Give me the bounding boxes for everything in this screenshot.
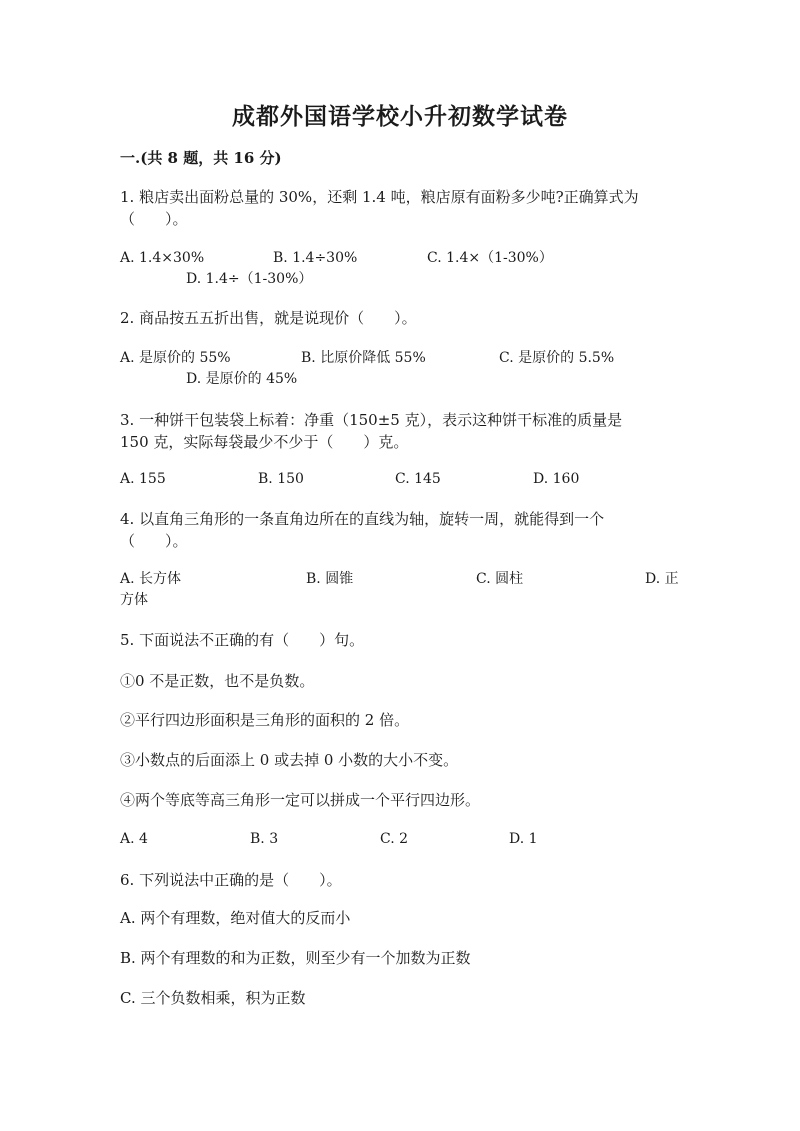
question-1-stem-line-2: （ ）。 [120,210,188,228]
question-5-option-a: A. 4 [120,831,148,847]
question-5-stem: 5. 下面说法不正确的有（ ）句。 [120,631,365,649]
question-1-option-c: C. 1.4×（1-30%） [427,250,553,266]
question-6-option-c: C. 三个负数相乘，积为正数 [120,989,306,1007]
question-3-option-c: C. 145 [395,471,441,487]
question-4-option-d-line-1: D. 正 [645,571,679,587]
question-6-stem: 6. 下列说法中正确的是（ ）。 [120,871,342,889]
question-3-stem-line-2: 150 克，实际每袋最少不少于（ ）克。 [120,433,409,451]
question-2-option-b: B. 比原价降低 55% [301,350,426,366]
question-2-option-c: C. 是原价的 5.5% [499,350,615,366]
question-4-option-b: B. 圆锥 [306,571,354,587]
question-3-stem-line-1: 3. 一种饼干包装袋上标着：净重（150±5 克），表示这种饼干标准的质量是 [120,411,623,429]
page-title: 成都外国语学校小升初数学试卷 [232,103,568,130]
question-3-option-b: B. 150 [258,471,304,487]
question-4-stem-line-1: 4. 以直角三角形的一条直角边所在的直线为轴，旋转一周，就能得到一个 [120,510,605,528]
question-6-option-b: B. 两个有理数的和为正数，则至少有一个加数为正数 [120,949,471,967]
question-5-statement-3: ③小数点的后面添上 0 或去掉 0 小数的大小不变。 [120,751,459,769]
question-4-option-d-line-2: 方体 [120,592,148,608]
question-1-stem-line-1: 1. 粮店卖出面粉总量的 30%，还剩 1.4 吨，粮店原有面粉多少吨?正确算式为 [120,188,639,206]
question-5-option-d: D. 1 [509,831,538,847]
question-2-stem: 2. 商品按五五折出售，就是说现价（ ）。 [120,309,417,327]
question-5-option-b: B. 3 [250,831,279,847]
question-4-stem-line-2: （ ）。 [120,532,188,550]
question-1-option-a: A. 1.4×30% [120,250,205,266]
question-1-option-b: B. 1.4÷30% [273,250,358,266]
question-5-statement-4: ④两个等底等高三角形一定可以拼成一个平行四边形。 [120,791,481,809]
question-5-option-c: C. 2 [380,831,409,847]
question-4-option-a: A. 长方体 [120,571,182,587]
question-2-option-a: A. 是原价的 55% [120,350,231,366]
question-2-option-d: D. 是原价的 45% [186,371,298,387]
question-1-option-d: D. 1.4÷（1-30%） [186,271,313,287]
question-5-statement-1: ①0 不是正数，也不是负数。 [120,672,315,690]
section-heading: 一.(共 8 题，共 16 分) [120,149,282,167]
question-5-statement-2: ②平行四边形面积是三角形的面积的 2 倍。 [120,711,410,729]
question-3-option-d: D. 160 [533,471,580,487]
question-3-option-a: A. 155 [120,471,166,487]
question-4-option-c: C. 圆柱 [476,571,524,587]
question-6-option-a: A. 两个有理数，绝对值大的反而小 [120,909,351,927]
